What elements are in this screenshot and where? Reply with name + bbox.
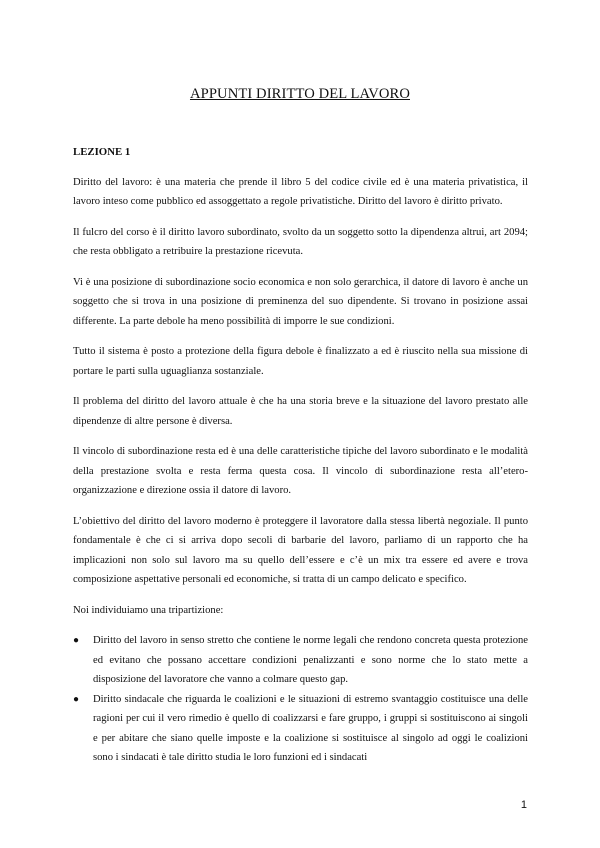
paragraph: Tutto il sistema è posto a protezione della figura debole è finalizzato a ed è riuscito nella sua missione di portare le parti sulla uguaglianza sostanziale. (73, 346, 528, 377)
paragraph: Il problema del diritto del lavoro attuale è che ha una storia breve e la situazione del lavoro prestato alle dipendenze di altre persone è diversa. (73, 396, 528, 427)
bullet-list (73, 631, 528, 768)
paragraph: Vi è una posizione di subordinazione socio economica e non solo gerarchica, il datore di lavoro è anche un soggetto che si trova in una posizione di preminenza del suo dipendente. Si trovano in posizione assai differente. La parte debole ha meno possibilità di imporre le sue condizioni. (73, 276, 528, 327)
document-body (73, 143, 528, 768)
list-item-text: Diritto sindacale che riguarda le coalizioni e le situazioni di estremo svantaggio costituisce una delle ragioni per cui il vero rimedio è quello di coalizzarsi e fare gruppo, i gruppi si sostituiscono ai singoli e per abitare che siano quelle imposte e la coalizione si sostituisce al singolo ad oggi le coalizioni sono i sindacati è tale diritto studia le loro funzioni ed i sindacati (93, 693, 528, 763)
paragraph: Noi individuiamo una tripartizione: (73, 604, 224, 616)
document-title: APPUNTI DIRITTO DEL LAVORO (189, 86, 410, 102)
paragraph: Diritto del lavoro: è una materia che prende il libro 5 del codice civile ed è una materia privatistica, il lavoro inteso come pubblico ed assoggettato a regole privatistiche. Diritto del lavoro è diritto privato. (73, 176, 528, 207)
paragraph: Il vincolo di subordinazione resta ed è una delle caratteristiche tipiche del lavoro subordinato e le modalità della prestazione svolta e resta ferma questa cosa. Il vincolo di subordinazione resta all’etero-organizzazione e direzione ossia il datore di lavoro. (73, 446, 528, 496)
page-number: 1 (520, 799, 527, 811)
section-heading: LEZIONE 1 (73, 146, 131, 158)
list-item (73, 690, 528, 768)
bullet-icon: ● (73, 693, 80, 705)
list-item-text: Diritto del lavoro in senso stretto che contiene le norme legali che rendono concreta questa protezione ed evitano che possano accettare condizioni penalizzanti e sono norme che lo stato mette a disposizione del lavoratore che vanno a colmare questo gap. (93, 635, 528, 685)
paragraph: Il fulcro del corso è il diritto lavoro subordinato, svolto da un soggetto sotto la dipendenza altrui, art 2094; che resta obbligato a retribuire la prestazione ricevuta. (73, 226, 528, 257)
paragraph: L’obiettivo del diritto del lavoro moderno è proteggere il lavoratore dalla stessa libertà negoziale. Il punto fondamentale è che ci si arriva dopo secoli di barbarie del lavoro, parliamo di un rapporto che ha implicazioni non solo sul lavoro ma su quello dell’essere e c’è un mix tra essere ed avere e trova composizione aspettative personali ed economiche, si tratta di un campo delicato e specifico. (73, 515, 528, 585)
bullet-icon: ● (73, 635, 80, 646)
list-item (73, 631, 528, 690)
